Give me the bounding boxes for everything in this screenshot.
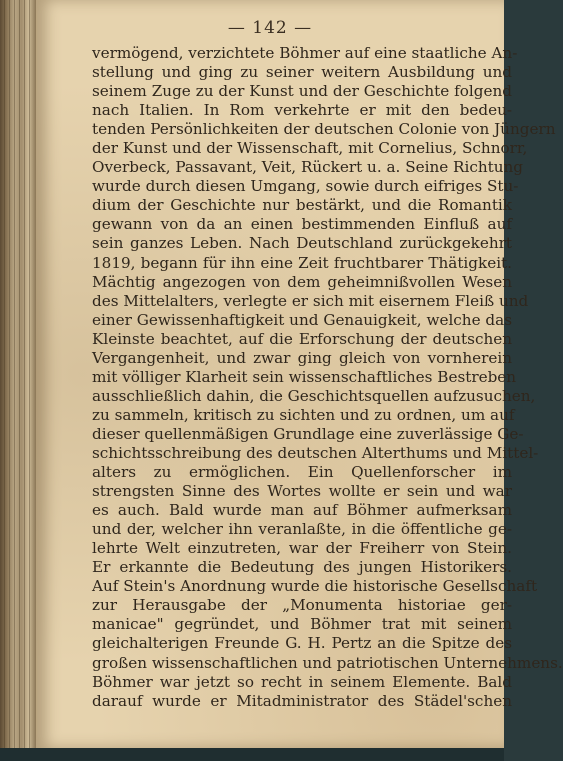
text-line: nach Italien. In Rom verkehrte er mit den bedeu- — [92, 101, 512, 120]
text-line: tenden Persönlichkeiten der deutschen Colonie von Jüngern — [92, 120, 556, 139]
book-page-edges — [0, 0, 36, 761]
text-line: Mächtig angezogen von dem geheimnißvollen Wesen — [92, 272, 512, 291]
text-line: alters zu ermöglichen. Ein Quellenforscher im — [92, 463, 512, 482]
text-line: Er erkannte die Bedeutung des jungen Historikers. — [92, 558, 512, 577]
text-line: mit völliger Klarheit sein wissenschaftliches Bestreben — [92, 367, 517, 386]
text-line: Overbeck, Passavant, Veit, Rückert u. a. Seine Richtung — [92, 158, 524, 177]
text-line: darauf wurde er Mitadministrator des Städel'schen — [92, 691, 512, 710]
text-line: gleichalterigen Freunde G. H. Pertz an die Spitze des — [92, 634, 512, 653]
page-number: — 142 — — [227, 18, 313, 38]
background-strip — [0, 748, 504, 761]
text-line: Böhmer war jetzt so recht in seinem Elemente. Bald — [92, 672, 512, 691]
text-line: zur Herausgabe der „Monumenta historiae ger- — [92, 596, 512, 615]
text-line: stellung und ging zu seiner weitern Ausbildung und — [92, 63, 512, 82]
text-line: zu sammeln, kritisch zu sichten und zu ordnen, um auf — [92, 405, 515, 424]
text-line: vermögend, verzichtete Böhmer auf eine staatliche An- — [92, 44, 518, 62]
page-text — [92, 44, 563, 711]
text-line: und der, welcher ihn veranlaßte, in die öffentliche ge- — [92, 520, 512, 539]
text-line: Kleinste beachtet, auf die Erforschung der deutschen — [92, 329, 512, 348]
text-line: gewann von da an einen bestimmenden Einfluß auf — [92, 215, 512, 234]
book-page — [36, 0, 563, 748]
text-line: der Kunst und der Wissenschaft, mit Cornelius, Schnorr, — [92, 139, 528, 158]
text-line: schichtsschreibung des deutschen Alterthums und Mittel- — [92, 443, 539, 462]
text-line: 1819, begann für ihn eine Zeit fruchtbarer Thätigkeit. — [92, 253, 512, 272]
text-line: lehrte Welt einzutreten, war der Freiherr von Stein. — [92, 539, 512, 558]
text-line: ausschließlich dahin, die Geschichtsquellen aufzusuchen, — [92, 386, 536, 405]
text-line: großen wissenschaftlichen und patriotischen Unternehmens. — [92, 653, 563, 672]
text-line: strengsten Sinne des Wortes wollte er sein und war — [92, 482, 512, 501]
text-line: seinem Zuge zu der Kunst und der Geschichte folgend — [92, 82, 512, 101]
text-line: wurde durch diesen Umgang, sowie durch eifriges Stu- — [92, 177, 519, 196]
text-line: sein ganzes Leben. Nach Deutschland zurückgekehrt — [92, 234, 512, 253]
text-line: Vergangenheit, und zwar ging gleich von vornherein — [92, 348, 512, 367]
text-line: manicae" gegründet, und Böhmer trat mit seinem — [92, 615, 512, 634]
text-line: dium der Geschichte nur bestärkt, und die Romantik — [92, 196, 512, 215]
text-line: des Mittelalters, verlegte er sich mit eisernem Fleiß und — [92, 291, 529, 310]
text-line: dieser quellenmäßigen Grundlage eine zuverlässige Ge- — [92, 424, 524, 443]
text-line: einer Gewissenhaftigkeit und Genauigkeit, welche das — [92, 310, 512, 329]
text-line: es auch. Bald wurde man auf Böhmer aufmerksam — [92, 501, 512, 520]
text-line: Auf Stein's Anordnung wurde die historische Gesellschaft — [92, 577, 538, 596]
